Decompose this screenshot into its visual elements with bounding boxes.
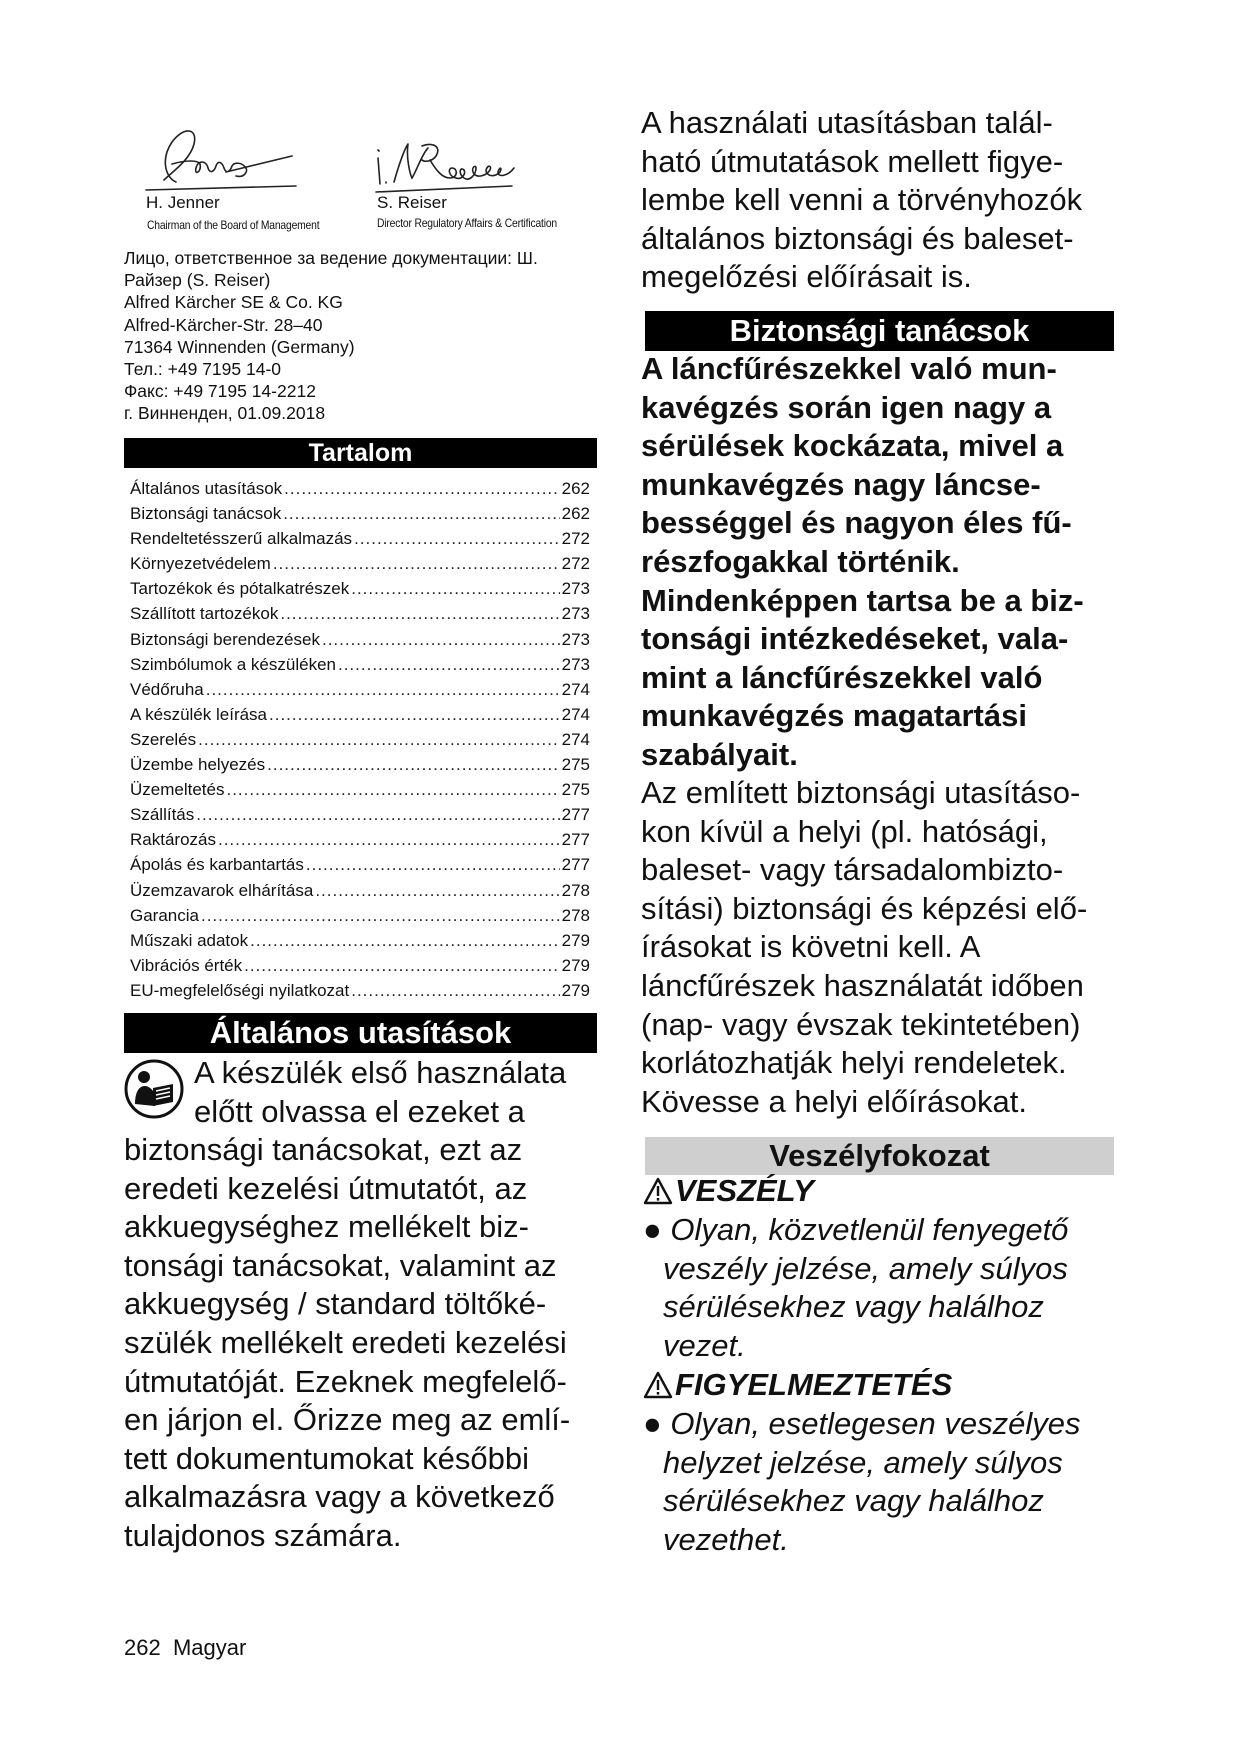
responsible-person-address [124,247,604,425]
text-line: baleset- vagy társadalombizto- [641,852,1064,888]
toc-entry-label: Szállítás [130,805,195,825]
toc-entry[interactable] [130,802,590,827]
toc-entry[interactable] [130,576,590,601]
text-line: A láncfűrészekkel való mun- [641,351,1057,386]
toc-entry-page: 262 [561,479,590,498]
danger-levels-heading: Veszélyfokozat [645,1137,1114,1175]
text-line: akkuegységhez mellékelt biz- [124,1209,529,1245]
text-line: tulajdonos számára. [124,1517,402,1553]
toc-entry-page: 272 [561,554,590,574]
toc-leader [315,878,559,903]
toc-leader [354,526,560,551]
toc-entry-label: Tartozékok és pótalkatrészek [130,579,350,599]
text-line: Kövesse a helyi előírásokat. [641,1083,1027,1119]
text-line: kavégzés során igen nagy a [641,389,1052,425]
toc-leader [351,576,559,601]
text-line: lembe kell venni a törvényhozók [641,182,1083,218]
signature-jenner [136,120,306,200]
text-line: sérülések kockázata, mivel a [641,428,1064,464]
general-instructions-text-cont [124,1131,570,1556]
toc-entry[interactable] [130,526,590,551]
toc-entry-page: 273 [561,629,590,649]
signature-reiser [372,138,532,198]
toc-entry-label: Szállított tartozékok [130,604,279,624]
toc-leader [206,677,560,702]
text-line: veszély jelzése, amely súlyos [663,1250,1068,1286]
page-number: 262 [124,1635,161,1660]
address-line: Alfred Kärcher SE & Co. KG [124,292,343,313]
toc-entry-label: Környezetvédelem [130,554,271,574]
toc-leader [280,601,559,626]
toc-entry-label: Üzemzavarok elhárítása [130,880,314,900]
toc-entry-label: Raktározás [130,830,216,850]
text-line: mint a láncfűrészekkel való [641,659,1043,695]
toc-leader [283,501,559,526]
toc-entry-label: Védőruha [130,679,204,699]
danger-heading [643,1172,814,1211]
address-line: г. Винненден, 01.09.2018 [124,403,326,424]
text-line: Az említett biztonsági utasításo- [641,775,1081,810]
toc-entry[interactable] [130,777,590,802]
warning-description [643,1405,1080,1559]
toc-entry-label: Üzemeltetés [130,780,225,800]
toc-entry[interactable] [130,903,590,928]
address-line: Факс: +49 7195 14-2212 [124,381,316,402]
toc-entry-label: Általános utasítások [130,479,283,498]
text-line: kon kívül a helyi (pl. hatósági, [641,813,1048,849]
address-line: Alfred-Kärcher-Str. 28–40 [124,314,323,335]
text-line: előtt olvassa el ezeket a [194,1093,525,1129]
toc-entry[interactable] [130,501,590,526]
toc-entry-label: Üzembe helyezés [130,755,266,775]
text-line: munkavégzés magatartási [641,698,1027,734]
read-manual-icon [123,1058,185,1120]
danger-description [643,1211,1068,1365]
warning-triangle-icon [643,1177,673,1205]
toc-entry[interactable] [130,727,590,752]
text-line: sérülésekhez vagy halálhoz [663,1483,1044,1519]
address-line: 71364 Winnenden (Germany) [124,336,355,357]
signature-role-2: Director Regulatory Affairs & Certification [377,216,557,230]
text-line: általános biztonsági és baleset- [641,220,1074,256]
toc-entry-label: Rendeltetésszerű alkalmazás [130,529,353,549]
text-line: alkalmazásra vagy a következő [124,1479,555,1515]
text-line: A készülék első használata [194,1055,567,1090]
toc-entry-page: 273 [561,604,590,624]
toc-entry[interactable] [130,978,590,1003]
text-line: írásokat is követni kell. A [641,929,981,965]
text-line: (nap- vagy évszak tekintetében) [641,1006,1081,1042]
toc-entry[interactable] [130,827,590,852]
general-instructions-text [194,1054,566,1131]
toc-leader [201,903,560,928]
text-line: tonsági tanácsokat, valamint az [124,1247,557,1283]
toc-entry-page: 278 [561,905,590,925]
toc-entry-page: 277 [561,855,590,875]
toc-leader [284,476,559,501]
address-line: Лицо, ответственное за ведение документации: Ш. [124,248,538,268]
toc-entry-page: 279 [561,955,590,975]
toc-leader [226,777,559,802]
toc-leader [196,802,559,827]
toc-entry-page: 279 [561,980,590,1000]
toc-entry-page: 277 [561,830,590,850]
toc-entry-label: Műszaki adatok [130,930,249,950]
signature-role-1: Chairman of the Board of Management [147,218,320,232]
safety-warning-text [641,350,1084,775]
toc-leader [351,978,559,1003]
text-line: korlátozhatják helyi rendeletek. [641,1045,1067,1081]
toc-entry-label: Ápolás és karbantartás [130,855,304,875]
text-line: en járjon el. Őrizze meg az emlí- [124,1402,571,1438]
text-line: sérülésekhez vagy halálhoz [663,1289,1044,1325]
toc-leader [273,551,560,576]
warning-triangle-icon [643,1371,673,1399]
toc-entry[interactable] [130,852,590,877]
toc-heading: Tartalom [124,438,597,468]
toc-entry-label: Szerelés [130,729,197,749]
text-line: megelőzési előírásait is. [641,259,972,295]
text-line: ható útmutatások mellett figye- [641,143,1064,179]
toc-entry-page: 274 [561,704,590,724]
text-line: akkuegység / standard töltőké- [124,1286,547,1322]
toc-leader [269,702,560,727]
toc-entry[interactable] [130,677,590,702]
toc-entry-page: 274 [561,679,590,699]
toc-entry-page: 275 [561,780,590,800]
toc-entry[interactable] [130,652,590,677]
signature-name-1: H. Jenner [146,193,220,212]
text-line: útmutatóját. Ezeknek megfelelő- [124,1363,567,1399]
address-line: Тел.: +49 7195 14-0 [124,359,282,380]
text-line: vezethet. [663,1521,789,1557]
toc-entry-page: 272 [561,529,590,549]
warning-heading [643,1366,952,1405]
toc-entry-label: EU-megfelelőségi nyilatkozat [130,980,350,1000]
toc-leader [338,652,560,677]
text-line: bességgel és nagyon éles fű- [641,505,1072,541]
toc-leader [244,953,559,978]
toc-entry-page: 273 [561,579,590,599]
toc-entry-page: 277 [561,805,590,825]
general-instructions-heading: Általános utasítások [124,1013,597,1053]
text-line: vezet. [663,1327,746,1363]
toc-leader [267,752,560,777]
text-line: biztonsági tanácsokat, ezt az [124,1132,523,1167]
toc-entry[interactable] [130,627,590,652]
toc-entry[interactable] [130,476,590,501]
toc-entry-page: 278 [561,880,590,900]
text-line: tett dokumentumokat későbbi [124,1440,529,1476]
toc-entry-page: 273 [561,654,590,674]
toc-entry[interactable] [130,702,590,727]
text-line: tonsági intézkedéseket, vala- [641,621,1069,657]
address-line: Райзер (S. Reiser) [124,270,271,291]
toc-leader [198,727,559,752]
toc-entry-page: 279 [561,930,590,950]
warning-heading-label: FIGYELMEZTETÉS [675,1367,953,1402]
safety-local-rules-text [641,774,1087,1121]
toc-leader [250,928,560,953]
text-line: láncfűrészek használatát időben [641,967,1084,1003]
toc-entry-label: Szimbólumok a készüléken [130,654,336,674]
text-line: ● Olyan, közvetlenül fenyegető [643,1212,1069,1247]
page-footer [124,1635,246,1661]
toc-entry-page: 274 [561,729,590,749]
toc-entry-label: Biztonsági berendezések [130,629,320,649]
signature-name-2: S. Reiser [377,193,447,212]
danger-heading-label: VESZÉLY [675,1173,814,1208]
toc-entry-label: Garancia [130,905,199,925]
toc-entry[interactable] [130,928,590,953]
text-line: eredeti kezelési útmutatót, az [124,1170,528,1206]
intro-text [641,104,1082,297]
toc-entry-label: Biztonsági tanácsok [130,504,282,524]
text-line: helyzet jelzése, amely súlyos [663,1444,1063,1480]
toc-entry[interactable] [130,752,590,777]
toc-entry-label: A készülék leírása [130,704,268,724]
text-line: szülék mellékelt eredeti kezelési [124,1324,567,1360]
toc-entry[interactable] [130,551,590,576]
text-line: Mindenképpen tartsa be a biz- [641,582,1084,618]
table-of-contents [130,476,590,1003]
text-line: sítási) biztonsági és képzési elő- [641,890,1088,926]
text-line: részfogakkal történik. [641,543,960,579]
toc-entry[interactable] [130,878,590,903]
toc-entry-page: 275 [561,755,590,775]
toc-entry-label: Vibrációs érték [130,955,243,975]
safety-heading: Biztonsági tanácsok [645,311,1114,351]
toc-entry[interactable] [130,601,590,626]
toc-entry-page: 262 [561,504,590,524]
text-line: A használati utasításban talál- [641,105,1053,140]
text-line: szabályait. [641,736,798,772]
page-language: Magyar [172,1635,247,1660]
toc-leader [218,827,560,852]
text-line: ● Olyan, esetlegesen veszélyes [643,1406,1081,1441]
toc-leader [306,852,560,877]
toc-entry[interactable] [130,953,590,978]
toc-leader [322,627,560,652]
text-line: munkavégzés nagy láncse- [641,466,1041,502]
